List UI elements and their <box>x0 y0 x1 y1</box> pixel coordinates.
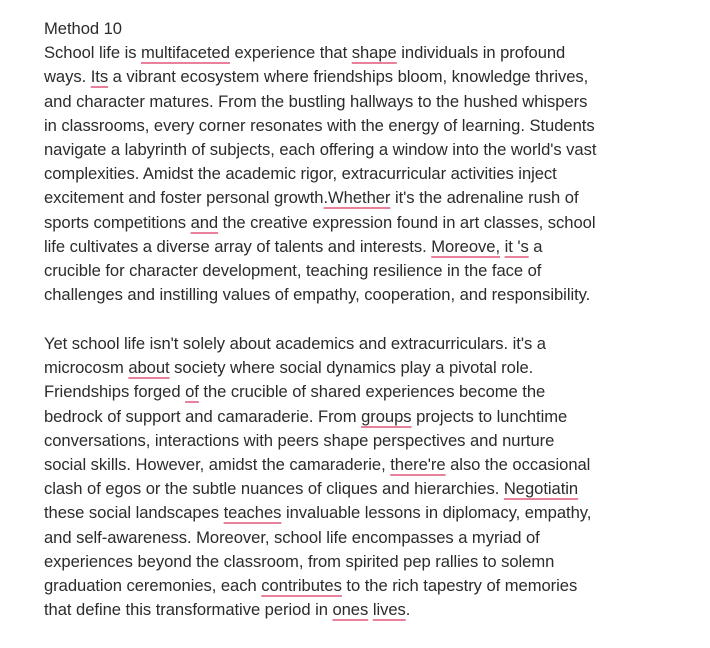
text-segment: invaluable lessons in diplomacy, empathy, <box>281 503 592 523</box>
document-heading: Method 10 <box>44 19 122 38</box>
paragraphs-container <box>44 41 704 622</box>
text-segment: individuals in profound <box>396 43 566 63</box>
text-segment: clash of egos or the subtle nuances of cliques and hierarchies. <box>44 479 504 499</box>
spelling-grammar-flag[interactable]: of <box>185 382 199 402</box>
text-segment: ways. <box>44 67 91 87</box>
text-segment: experience that <box>229 43 352 63</box>
text-segment: the creative expression found in art classes, school <box>218 212 596 232</box>
text-line <box>44 65 704 89</box>
text-line <box>44 211 704 235</box>
text-line <box>44 41 704 65</box>
text-segment: Yet school life isn't solely about academics and extracurriculars. it's a <box>44 333 546 353</box>
text-segment: these social landscapes <box>44 503 224 523</box>
text-segment: it's the adrenaline rush of <box>390 188 579 208</box>
document-body <box>44 17 704 622</box>
spelling-grammar-flag[interactable]: groups <box>361 406 412 426</box>
text-segment: complexities. Amidst the academic rigor, extracurricular activities inject <box>44 164 557 184</box>
text-line <box>44 356 704 380</box>
text-segment: bedrock of support and camaraderie. From <box>44 406 362 426</box>
text-segment: to the rich tapestry of memories <box>341 575 578 595</box>
spelling-grammar-flag[interactable]: lives <box>372 600 406 620</box>
text-segment: projects to lunchtime <box>411 406 568 426</box>
text-line <box>44 114 704 138</box>
text-line <box>44 235 704 259</box>
text-line <box>44 283 704 307</box>
spelling-grammar-flag[interactable]: Its <box>90 67 109 87</box>
text-segment: the crucible of shared experiences become the <box>198 382 546 402</box>
text-segment: Friendships forged <box>44 382 186 402</box>
text-segment: life cultivates a diverse array of talents and interests. <box>44 236 432 256</box>
paragraph <box>44 41 704 307</box>
text-segment: a vibrant ecosystem where friendships bloom, knowledge thrives, <box>108 67 589 87</box>
text-line <box>44 90 704 114</box>
text-segment: experiences beyond the classroom, from spirited pep rallies to solemn <box>44 551 555 571</box>
text-line <box>44 574 704 598</box>
spelling-grammar-flag[interactable]: about <box>128 358 170 378</box>
spelling-grammar-flag[interactable]: ones <box>332 600 369 620</box>
text-line <box>44 550 704 574</box>
spelling-grammar-flag[interactable]: .Whether <box>323 188 391 208</box>
text-segment: social skills. However, amidst the camaraderie, <box>44 454 391 474</box>
text-segment: crucible for character development, teaching resilience in the face of <box>44 261 542 281</box>
paragraph-gap <box>44 307 704 332</box>
text-segment: society where social dynamics play a pivotal role. <box>169 358 534 378</box>
text-segment: conversations, interactions with peers shape perspectives and nurture <box>44 430 555 450</box>
text-segment: graduation ceremonies, each <box>44 575 262 595</box>
text-segment: . <box>405 600 411 620</box>
paragraph <box>44 332 704 622</box>
text-segment: School life is <box>44 43 142 63</box>
text-line <box>44 332 704 356</box>
text-segment: navigate a labyrinth of subjects, each offering a window into the world's vast <box>44 140 597 160</box>
text-segment: and character matures. From the bustling hallways to the hushed whispers <box>44 91 588 111</box>
spelling-grammar-flag[interactable]: shape <box>351 43 397 63</box>
text-line <box>44 526 704 550</box>
spelling-grammar-flag[interactable]: Negotiatin <box>503 479 579 499</box>
text-line <box>44 453 704 477</box>
text-segment: microcosm <box>44 358 129 378</box>
text-line <box>44 259 704 283</box>
text-line <box>44 477 704 501</box>
spelling-grammar-flag[interactable]: there're <box>390 454 446 474</box>
spelling-grammar-flag[interactable]: Moreove, <box>431 236 501 256</box>
spelling-grammar-flag[interactable]: it 's <box>504 236 529 256</box>
text-line <box>44 162 704 186</box>
spelling-grammar-flag[interactable]: contributes <box>261 575 342 595</box>
text-segment: challenges and instilling values of empathy, cooperation, and responsibility. <box>44 285 591 305</box>
text-line <box>44 405 704 429</box>
text-segment: that define this transformative period in <box>44 600 333 620</box>
text-segment: and self-awareness. Moreover, school life encompasses a myriad of <box>44 527 540 547</box>
text-segment: also the occasional <box>445 454 591 474</box>
spelling-grammar-flag[interactable]: and <box>190 212 219 232</box>
spelling-grammar-flag[interactable]: multifaceted <box>141 43 230 63</box>
text-line <box>44 501 704 525</box>
text-line <box>44 429 704 453</box>
text-segment: sports competitions <box>44 212 191 232</box>
text-segment: in classrooms, every corner resonates with the energy of learning. Students <box>44 115 595 135</box>
text-segment: excitement and foster personal growth <box>44 188 324 208</box>
text-segment: a <box>528 236 543 256</box>
text-line <box>44 598 704 622</box>
text-line <box>44 186 704 210</box>
text-line <box>44 138 704 162</box>
spelling-grammar-flag[interactable]: teaches <box>223 503 282 523</box>
text-line <box>44 380 704 404</box>
